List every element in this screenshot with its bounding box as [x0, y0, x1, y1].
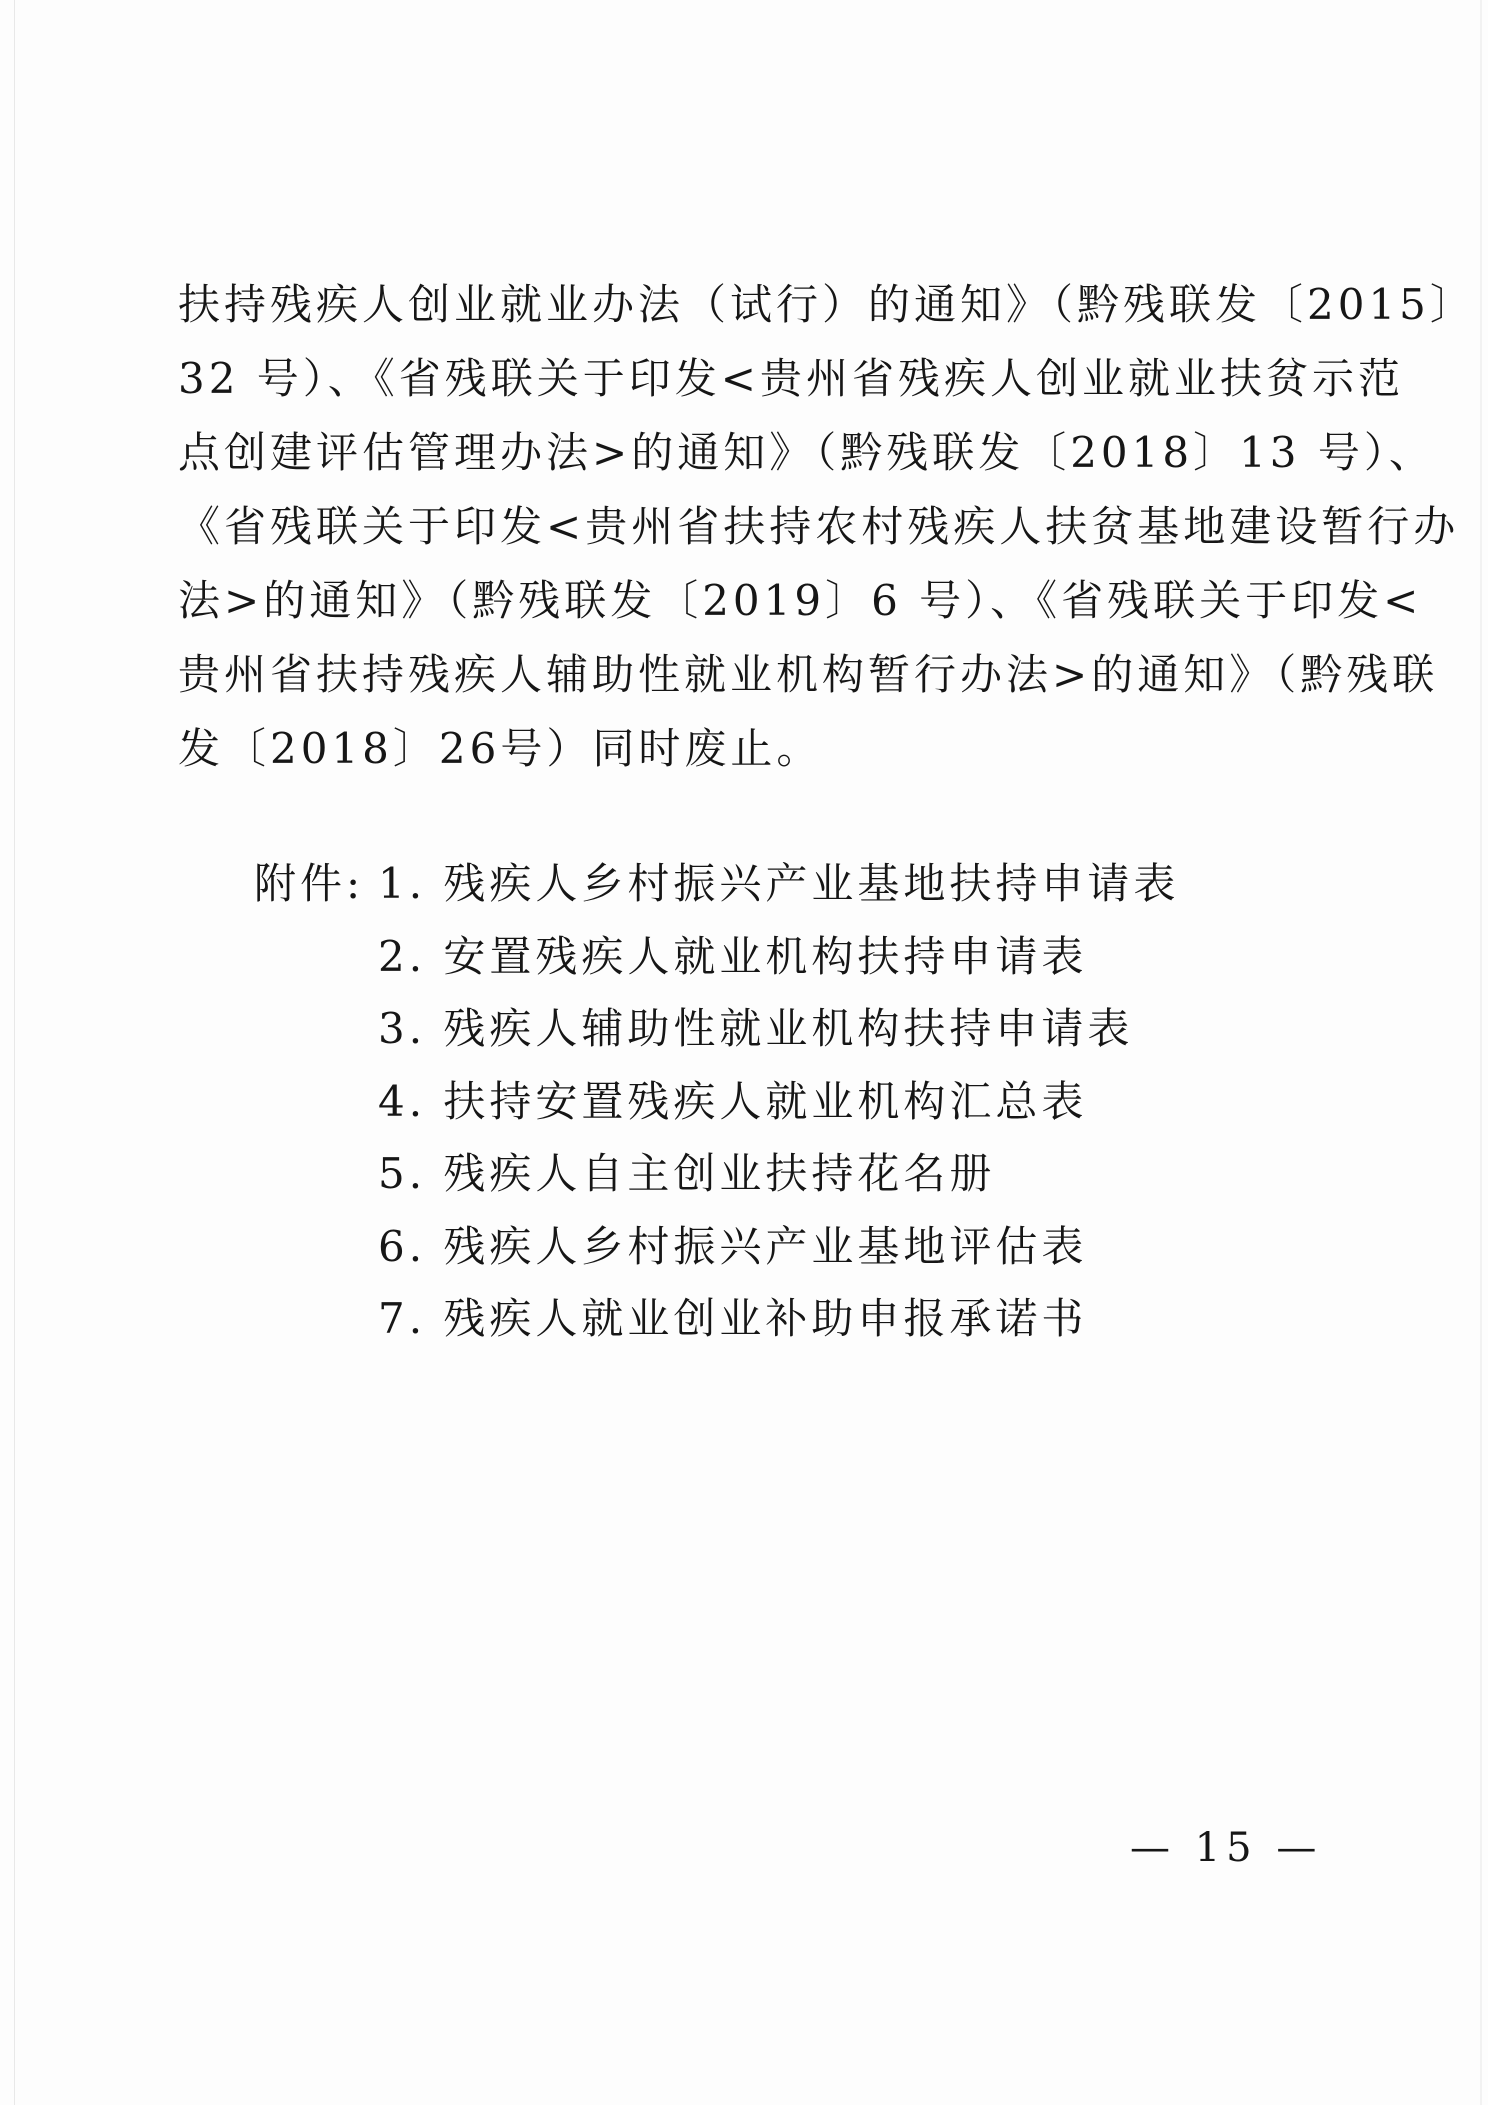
scan-edge-line-right	[1480, 0, 1482, 2105]
attachment-row	[254, 1283, 1254, 1356]
page-number: — 15 —	[1130, 1825, 1323, 1871]
attachment-item: 7. 残疾人就业创业补助申报承诺书	[378, 1294, 1088, 1343]
attachment-row	[254, 848, 1254, 921]
attachment-item: 6. 残疾人乡村振兴产业基地评估表	[378, 1221, 1088, 1271]
attachment-row	[254, 1138, 1254, 1211]
scan-edge-line	[14, 0, 15, 2105]
attachment-row	[254, 993, 1254, 1066]
attachment-row	[254, 1066, 1254, 1139]
body-line: 32 号）、《省残联关于印发<贵州省残疾人创业就业扶贫示范	[178, 354, 1404, 403]
attachments-list	[254, 848, 1254, 1356]
body-line: 法>的通知》（黔残联发〔2019〕6 号）、《省残联关于印发<	[178, 576, 1423, 625]
body-paragraph	[178, 268, 1476, 786]
attachment-item: 2. 安置残疾人就业机构扶持申请表	[378, 931, 1088, 981]
attachments-label: 附件:	[254, 859, 365, 908]
body-line: 扶持残疾人创业就业办法（试行）的通知》（黔残联发〔2015〕	[178, 280, 1476, 329]
body-line: 《省残联关于印发<贵州省扶持农村残疾人扶贫基地建设暂行办	[178, 502, 1460, 551]
body-line: 点创建评估管理办法>的通知》（黔残联发〔2018〕13 号）、	[178, 428, 1435, 477]
attachment-row	[254, 1211, 1254, 1284]
attachment-item: 3. 残疾人辅助性就业机构扶持申请表	[378, 1004, 1134, 1053]
body-line: 贵州省扶持残疾人辅助性就业机构暂行办法>的通知》（黔残联	[178, 650, 1439, 699]
body-line: 发〔2018〕26号）同时废止。	[178, 724, 823, 773]
attachment-item: 5. 残疾人自主创业扶持花名册	[378, 1149, 996, 1198]
attachment-item: 4. 扶持安置残疾人就业机构汇总表	[378, 1076, 1088, 1126]
attachment-row	[254, 921, 1254, 994]
attachment-item: 1. 残疾人乡村振兴产业基地扶持申请表	[378, 859, 1180, 908]
